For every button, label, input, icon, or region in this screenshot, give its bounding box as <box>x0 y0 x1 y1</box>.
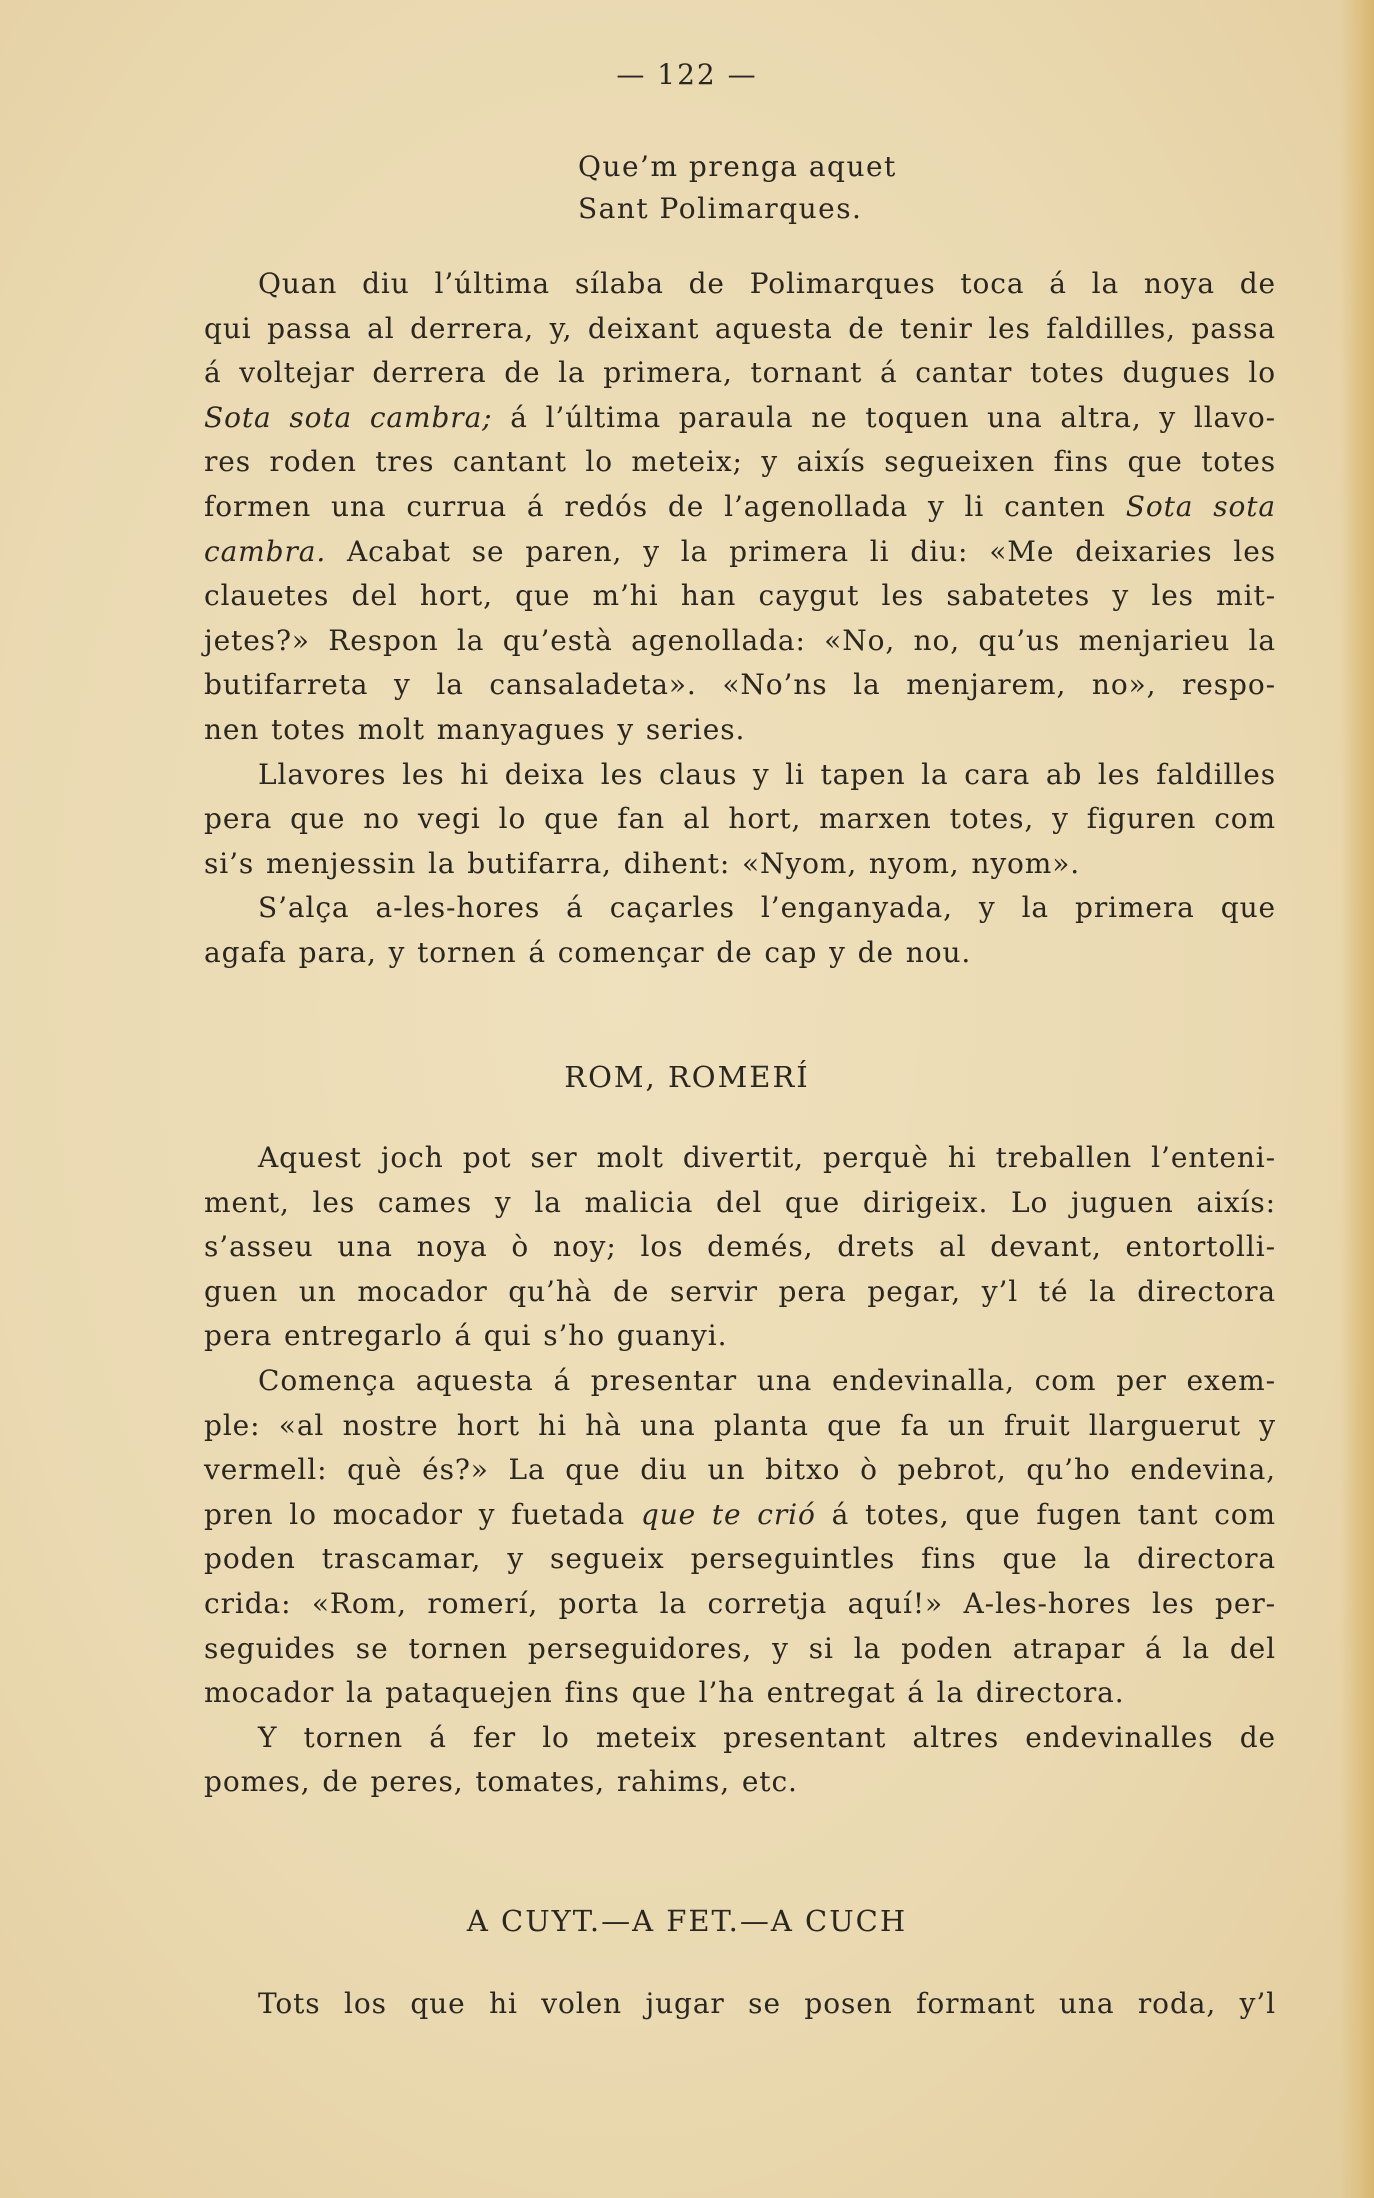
text-line: Tots los que hi volen jugar se posen formant una roda, y’l <box>258 1987 1276 2020</box>
italic-text: Sota sota cambra; <box>204 400 493 434</box>
section3-text <box>204 1982 1276 2027</box>
text-line: Y tornen á fer lo meteix presentant altres endevinalles de <box>258 1720 1276 1754</box>
paragraph <box>204 1982 1276 2027</box>
verse-line: Que’m prenga aquet <box>578 150 897 183</box>
text-span: pren lo mocador y fuetada <box>204 1497 641 1531</box>
section1-text <box>204 262 1276 976</box>
text-span: Acabat se paren, y la primera li diu: «Me deixaries les <box>326 534 1276 568</box>
text-span: á l’última paraula ne toquen una altra, y llavo- <box>492 400 1276 434</box>
paragraph <box>204 753 1276 887</box>
paragraph <box>204 886 1276 975</box>
text-line: Aquest joch pot ser molt divertit, perquè hi treballen l’enteni- <box>258 1141 1276 1174</box>
text-line: nen totes molt manyagues y series. <box>204 712 746 746</box>
text-line: si’s menjessin la butifarra, dihent: «Nyom, nyom, nyom». <box>204 846 1081 880</box>
text-span: formen una currua á redós de l’agenollada y li canten <box>204 489 1126 523</box>
page-edge <box>1340 0 1374 2198</box>
section2-text <box>204 1136 1276 1805</box>
italic-text: Sota sota <box>1125 489 1276 523</box>
text-line: crida: «Rom, romerí, porta la corretja aquí!» A-les-hores les per- <box>204 1586 1276 1620</box>
text-line: vermell: què és?» La que diu un bitxo ò pebrot, qu’ho endevina, <box>204 1453 1276 1487</box>
text-line <box>204 396 1276 441</box>
paragraph <box>204 1136 1276 1359</box>
italic-text: cambra. <box>204 534 327 568</box>
text-line: Llavores les hi deixa les claus y li tapen la cara ab les faldilles <box>258 757 1276 791</box>
text-line: pomes, de peres, tomates, rahims, etc. <box>204 1765 798 1799</box>
text-line: s’asseu una noya ò noy; los demés, drets al devant, entortolli- <box>204 1230 1276 1264</box>
text-line: res roden tres cantant lo meteix; y aixís segueixen fins que totes <box>204 445 1276 479</box>
text-line: jetes?» Respon la qu’està agenollada: «No, no, qu’us menjarieu la <box>204 623 1276 657</box>
text-line: guen un mocador qu’hà de servir pera pegar, y’l té la directora <box>204 1274 1276 1308</box>
text-line: á voltejar derrera de la primera, tornant á cantar totes dugues lo <box>204 356 1276 390</box>
paragraph <box>204 1716 1276 1805</box>
page-number: — 122 — <box>616 58 758 91</box>
text-line: seguides se tornen perseguidores, y si la poden atrapar á la del <box>204 1631 1276 1665</box>
text-line <box>204 1493 1276 1538</box>
section-heading: A CUYT.—A FET.—A CUCH <box>466 1904 908 1938</box>
text-span: á totes, que fugen tant com <box>815 1497 1276 1531</box>
text-line: Quan diu l’última sílaba de Polimarques toca á la noya de <box>258 267 1276 300</box>
text-line: poden trascamar, y segueix perseguintles fins que la directora <box>204 1542 1276 1576</box>
text-line: pera entregarlo á qui s’ho guanyi. <box>204 1319 728 1353</box>
text-line: butifarreta y la cansaladeta». «No’ns la menjarem, no», respo- <box>204 668 1276 702</box>
text-line: ple: «al nostre hort hi hà una planta que fa un fruit llarguerut y <box>204 1408 1276 1442</box>
verse-line: Sant Polimarques. <box>578 192 863 225</box>
text-line <box>204 530 1276 575</box>
text-line: agafa para, y tornen á començar de cap y de nou. <box>204 935 972 969</box>
text-line: Comença aquesta á presentar una endevinalla, com per exem- <box>258 1363 1276 1397</box>
text-line: pera que no vegi lo que fan al hort, marxen totes, y figuren com <box>204 802 1276 836</box>
text-line: S’alça a-les-hores á caçarles l’enganyada, y la primera que <box>258 891 1276 925</box>
paragraph <box>204 1359 1276 1716</box>
text-line: clauetes del hort, que m’hi han caygut les sabatetes y les mit- <box>204 579 1276 613</box>
text-line: mocador la pataquejen fins que l’ha entregat á la directora. <box>204 1676 1125 1710</box>
text-line <box>204 485 1276 530</box>
section-heading: ROM, ROMERÍ <box>564 1060 810 1094</box>
verse <box>578 146 897 230</box>
italic-text: que te crió <box>640 1497 816 1531</box>
paragraph <box>204 262 1276 753</box>
text-line: qui passa al derrera, y, deixant aquesta de tenir les faldilles, passa <box>204 311 1276 345</box>
text-line: ment, les cames y la malicia del que dirigeix. Lo juguen aixís: <box>204 1185 1276 1219</box>
